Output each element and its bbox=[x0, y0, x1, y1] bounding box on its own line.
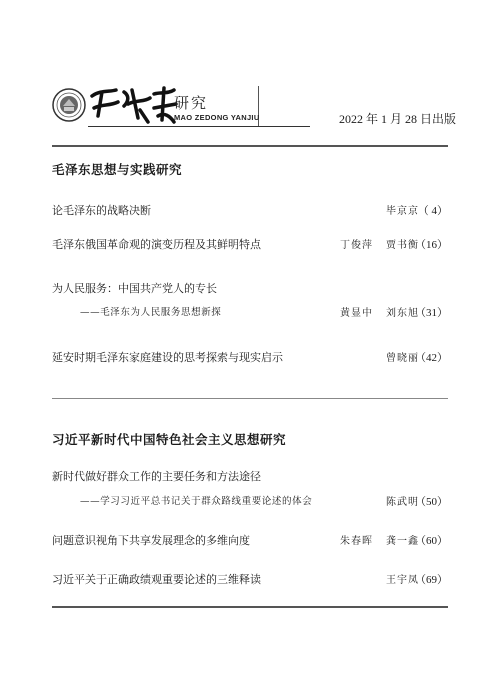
entry-author: 毕京京 bbox=[386, 206, 419, 217]
entry-title: 新时代做好群众工作的主要任务和方法途径 bbox=[52, 470, 261, 483]
entry-page: （50） bbox=[415, 496, 448, 508]
entry-page: （42） bbox=[415, 352, 448, 364]
entry-title: 为人民服务：中国共产党人的专长 bbox=[52, 282, 217, 295]
entry-page: （69） bbox=[415, 574, 448, 586]
publication-date: 2022 年 1 月 28 日出版 bbox=[338, 112, 456, 126]
entry-title: 延安时期毛泽东家庭建设的思考探索与现实启示 bbox=[52, 351, 283, 364]
entry-author: 龚一鑫 bbox=[386, 536, 419, 547]
entry-title: 毛泽东俄国革命观的演变历程及其鲜明特点 bbox=[52, 238, 261, 251]
masthead bbox=[52, 86, 456, 130]
entry-title: 论毛泽东的战略决断 bbox=[52, 204, 151, 217]
entry-author: 丁俊萍 bbox=[340, 240, 373, 251]
entry-page: （31） bbox=[415, 307, 448, 319]
entry-author: 王宇凤 bbox=[386, 575, 419, 586]
top-rule bbox=[52, 145, 448, 147]
party-emblem-seal bbox=[52, 88, 86, 122]
bottom-rule bbox=[52, 606, 448, 608]
entry-author: 贾书衡 bbox=[386, 240, 419, 251]
entry-author: 曾晓丽 bbox=[386, 353, 419, 364]
entry-author: 黄显中 bbox=[340, 308, 373, 319]
section-divider bbox=[52, 398, 448, 399]
entry-page: （16） bbox=[415, 239, 448, 251]
section-title: 习近平新时代中国特色社会主义思想研究 bbox=[52, 432, 287, 447]
entry-author: 陈武明 bbox=[386, 497, 419, 508]
entry-page: （ 4） bbox=[417, 205, 448, 217]
section-title: 毛泽东思想与实践研究 bbox=[52, 162, 183, 177]
entry-subtitle: ——学习习近平总书记关于群众路线重要论述的体会 bbox=[80, 496, 313, 507]
journal-title-en: MAO ZEDONG YANJIU bbox=[174, 113, 260, 122]
journal-title-cn: 研究 bbox=[174, 94, 209, 112]
entry-title: 习近平关于正确政绩观重要论述的三维释读 bbox=[52, 573, 261, 586]
entry-title: 问题意识视角下共享发展理念的多维向度 bbox=[52, 534, 250, 547]
entry-page: （60） bbox=[415, 535, 448, 547]
masthead-rule bbox=[88, 126, 310, 127]
entry-author: 朱春晖 bbox=[340, 536, 373, 547]
entry-subtitle: ——毛泽东为人民服务思想新探 bbox=[80, 307, 222, 318]
entry-author: 刘东旭 bbox=[386, 308, 419, 319]
